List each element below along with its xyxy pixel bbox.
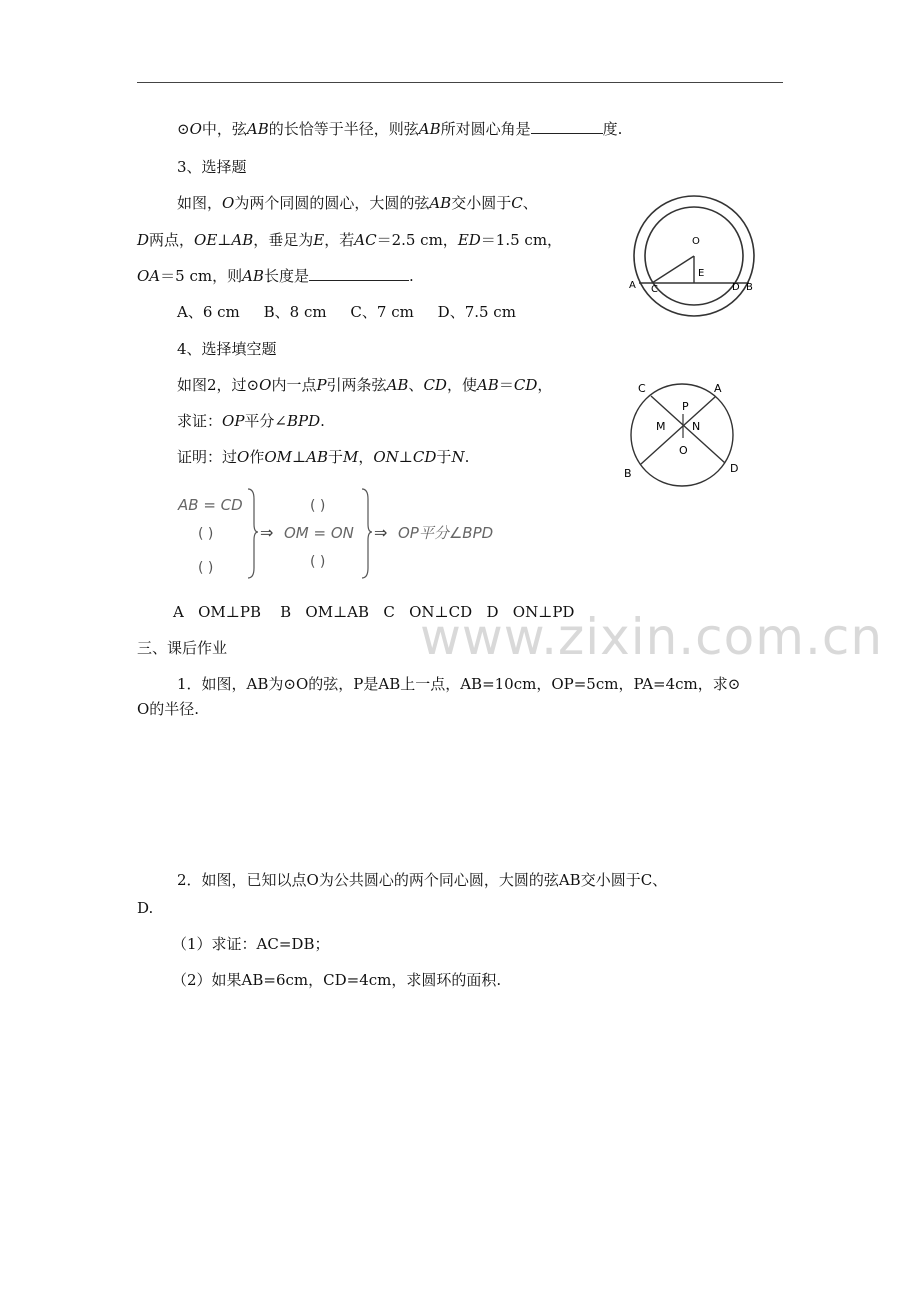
proof-diagram [172, 484, 522, 584]
proof-paren-1: ( ) [198, 526, 214, 542]
homework-heading: 三、课后作业 [137, 639, 228, 657]
text: 中，弦 [201, 120, 247, 138]
label-a: A [714, 382, 722, 395]
chord-ab [641, 397, 715, 464]
proof-brace-1 [248, 489, 258, 578]
text: 于 [436, 448, 452, 466]
math: ON [373, 448, 399, 466]
text: 两点， [149, 231, 195, 249]
text: 、 [522, 194, 538, 212]
homework-q2-sub-1: （1）求证：AC=DB； [172, 935, 330, 953]
proof-ab-cd: AB = CD [178, 496, 243, 514]
homework-q1-line-1: 1．如图，AB为⊙O的弦，P是AB上一点，AB=10cm，OP=5cm，PA=4cm，求⊙ [177, 675, 741, 693]
math: M [342, 448, 359, 466]
text: ＝5 cm，则 [160, 267, 243, 285]
math: BPD [286, 412, 321, 430]
math: OM [264, 448, 292, 466]
homework-q2-line-1: 2．如图，已知以点O为公共圆心的两个同心圆，大圆的弦AB交小圆于C、 [177, 871, 668, 889]
math: AB [242, 267, 264, 285]
section-4-line-1 [177, 375, 552, 395]
math: N [451, 448, 465, 466]
proof-conclusion: OP平分∠BPD [398, 524, 494, 542]
math: AB [476, 376, 499, 394]
math: D [137, 231, 150, 249]
section-3-line-1 [177, 193, 538, 213]
text: ⊥ [398, 448, 413, 466]
math: ED [457, 231, 481, 249]
text: ， [537, 376, 553, 394]
text: ＝2.5 cm， [376, 231, 458, 249]
proof-arrow-1: ⇒ [260, 523, 274, 542]
circle-symbol: ⊙ [177, 120, 190, 138]
math: O [237, 448, 250, 466]
text: 如图2，过⊙ [177, 376, 260, 394]
header-rule [137, 82, 783, 83]
math: CD [423, 376, 447, 394]
label-c: C [638, 382, 646, 395]
math: CD [412, 448, 437, 466]
proof-paren-bottom: ( ) [310, 554, 326, 570]
section-3-heading: 3、选择题 [177, 158, 247, 176]
text: 度. [602, 120, 623, 138]
section-4-line-3 [177, 447, 469, 467]
label-m: M [656, 420, 666, 433]
proof-paren-2: ( ) [198, 560, 214, 576]
label-d: D [730, 462, 739, 475]
label-d: D [732, 282, 740, 293]
answer-blank [309, 266, 409, 281]
text: ，若 [324, 231, 355, 249]
label-n: N [692, 420, 701, 433]
text: ＝1.5 cm， [480, 231, 563, 249]
text: . [320, 412, 325, 430]
text: 内一点 [271, 376, 317, 394]
text: ，垂足为 [253, 231, 314, 249]
math: E [313, 231, 325, 249]
math: O [259, 376, 272, 394]
proof-om-on: OM = ON [284, 524, 354, 542]
text: 于 [327, 448, 343, 466]
text: 、 [408, 376, 424, 394]
section-3-line-3 [137, 266, 414, 286]
proof-paren-top: ( ) [310, 498, 326, 514]
math: P [316, 376, 327, 394]
text: 平分∠ [244, 412, 287, 430]
text: ， [358, 448, 374, 466]
section-3-line-2 [137, 230, 562, 250]
segment-oc [652, 256, 694, 283]
text: 作 [249, 448, 265, 466]
math: OP [222, 412, 245, 430]
text: ⊥ [292, 448, 307, 466]
label-o: O [692, 236, 700, 247]
math: AC [354, 231, 377, 249]
proof-arrow-2: ⇒ [374, 523, 388, 542]
math-o: O [189, 120, 202, 138]
answer-blank [531, 119, 603, 134]
text: 交小圆于 [451, 194, 512, 212]
math: AB [386, 376, 409, 394]
text: 引两条弦 [326, 376, 387, 394]
label-c: C [651, 284, 658, 295]
text: ⊥ [217, 231, 232, 249]
text: 证明：过 [177, 448, 238, 466]
text: 所对圆心角是 [440, 120, 531, 138]
circle-chords-figure [618, 372, 748, 494]
homework-q1-line-2: O的半径. [137, 700, 200, 718]
section-3-options: A、6 cm B、8 cm C、7 cm D、7.5 cm [177, 303, 516, 321]
section-4-line-2 [177, 411, 325, 431]
watermark: www.zixin.com.cn [420, 608, 884, 666]
math: AB [429, 194, 452, 212]
question-line-central-angle [177, 119, 622, 139]
text: 如图， [177, 194, 223, 212]
label-b: B [746, 282, 753, 293]
math: OA [137, 267, 161, 285]
label-b: B [624, 467, 632, 480]
text: 求证： [177, 412, 223, 430]
proof-brace-2 [362, 489, 372, 578]
label-e: E [698, 268, 705, 279]
text: 长度是 [263, 267, 309, 285]
text: . [408, 267, 414, 285]
math: AB [231, 231, 254, 249]
math: O [222, 194, 235, 212]
section-4-heading: 4、选择填空题 [177, 340, 277, 358]
label-a: A [629, 280, 636, 291]
math: AB [306, 448, 328, 466]
concentric-circles-figure [622, 192, 772, 320]
homework-q2-sub-2: （2）如果AB=6cm，CD=4cm，求圆环的面积. [172, 971, 502, 989]
math-ab: AB [418, 120, 441, 138]
label-o: O [679, 444, 688, 457]
math: CD [513, 376, 538, 394]
text: ＝ [498, 376, 514, 394]
text: . [464, 448, 470, 466]
text: 为两个同圆的圆心，大圆的弦 [234, 194, 430, 212]
section-4-options: A OM⊥PB B OM⊥AB C ON⊥CD D ON⊥PD [173, 603, 575, 621]
math: OE [194, 231, 218, 249]
homework-q2-line-2: D. [137, 899, 154, 917]
math-ab: AB [246, 120, 269, 138]
text: ，使 [446, 376, 477, 394]
math: C [511, 194, 523, 212]
text: 的长恰等于半径，则弦 [268, 120, 419, 138]
label-p: P [682, 400, 689, 413]
